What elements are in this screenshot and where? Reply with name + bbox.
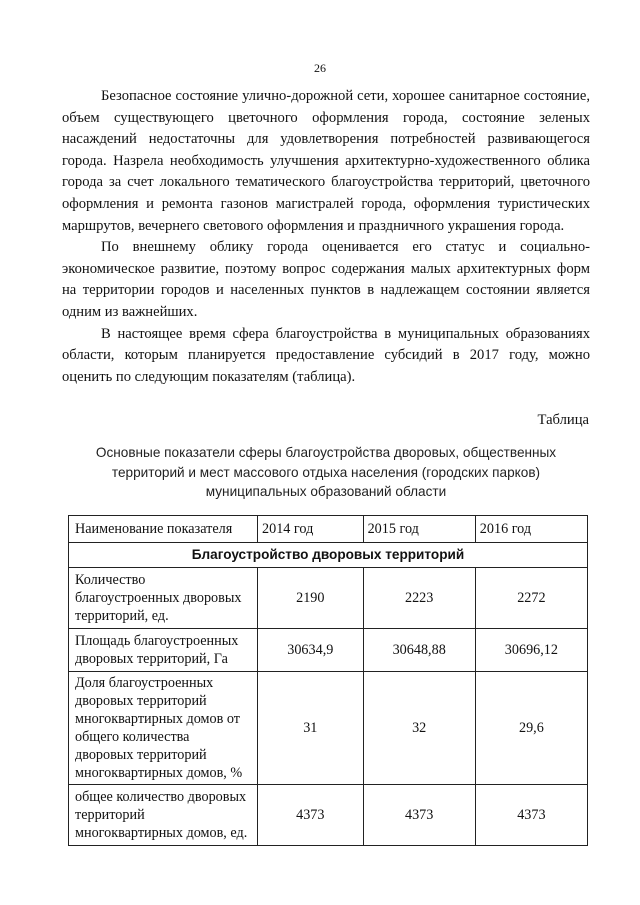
page-number: 26 [314, 61, 326, 75]
body-text [62, 86, 590, 388]
row-value-2015: 30648,88 [363, 629, 475, 672]
row-value-2014: 30634,9 [258, 629, 364, 672]
paragraph-1: Безопасное состояние улично-дорожной сети, хорошее санитарное состояние, объем существующего цветочного оформления города, состояние зеленых насаждений недостаточны для удовлетворения потребностей развивающегося города. Назрела необходимость улучшения архитектурно-художественного облика города за счет локального тематического благоустройства территорий, цветочного оформления и ремонта газонов магистралей города, оформления туристических маршрутов, вечернего светового оформления и праздничного украшения города. [62, 88, 590, 234]
header-2015: 2015 год [363, 516, 475, 543]
row-value-2016: 2272 [475, 568, 587, 629]
row-value-2014: 4373 [258, 785, 364, 846]
row-value-2016: 29,6 [475, 672, 587, 785]
table-row [69, 785, 588, 846]
table-label: Таблица [537, 412, 589, 428]
table-row [69, 672, 588, 785]
header-2014: 2014 год [258, 516, 364, 543]
header-2016: 2016 год [475, 516, 587, 543]
row-value-2016: 30696,12 [475, 629, 587, 672]
header-indicator-name: Наименование показателя [69, 516, 258, 543]
row-name: Доля благоустроенных дворовых территорий многоквартирных домов от общего количества дворовых территорий многоквартирных домов, % [69, 672, 258, 785]
paragraph-3: В настоящее время сфера благоустройства в муниципальных образованиях области, которым планируется предоставление субсидий в 2017 году, можно оценить по следующим показателям (таблица). [62, 325, 590, 385]
row-value-2014: 2190 [258, 568, 364, 629]
section-row [69, 543, 588, 568]
row-value-2014: 31 [258, 672, 364, 785]
section-title: Благоустройство дворовых территорий [69, 543, 588, 568]
table-row [69, 629, 588, 672]
table-header-row [69, 516, 588, 543]
paragraph-2: По внешнему облику города оценивается его статус и социально-экономическое развитие, поэтому вопрос содержания малых архитектурных форм на территории городов и населенных пунктов в надлежащем состоянии является одним из важнейших. [62, 239, 590, 320]
indicators-table [68, 515, 588, 846]
row-value-2016: 4373 [475, 785, 587, 846]
row-value-2015: 2223 [363, 568, 475, 629]
table-caption: Основные показатели сферы благоустройства дворовых, общественных территорий и мест массового отдыха населения (городских парков) муниципальных образований области [95, 445, 557, 499]
row-name: Количество благоустроенных дворовых территорий, ед. [69, 568, 258, 629]
row-value-2015: 32 [363, 672, 475, 785]
row-value-2015: 4373 [363, 785, 475, 846]
table-row [69, 568, 588, 629]
row-name: Площадь благоустроенных дворовых территорий, Га [69, 629, 258, 672]
row-name: общее количество дворовых территорий многоквартирных домов, ед. [69, 785, 258, 846]
